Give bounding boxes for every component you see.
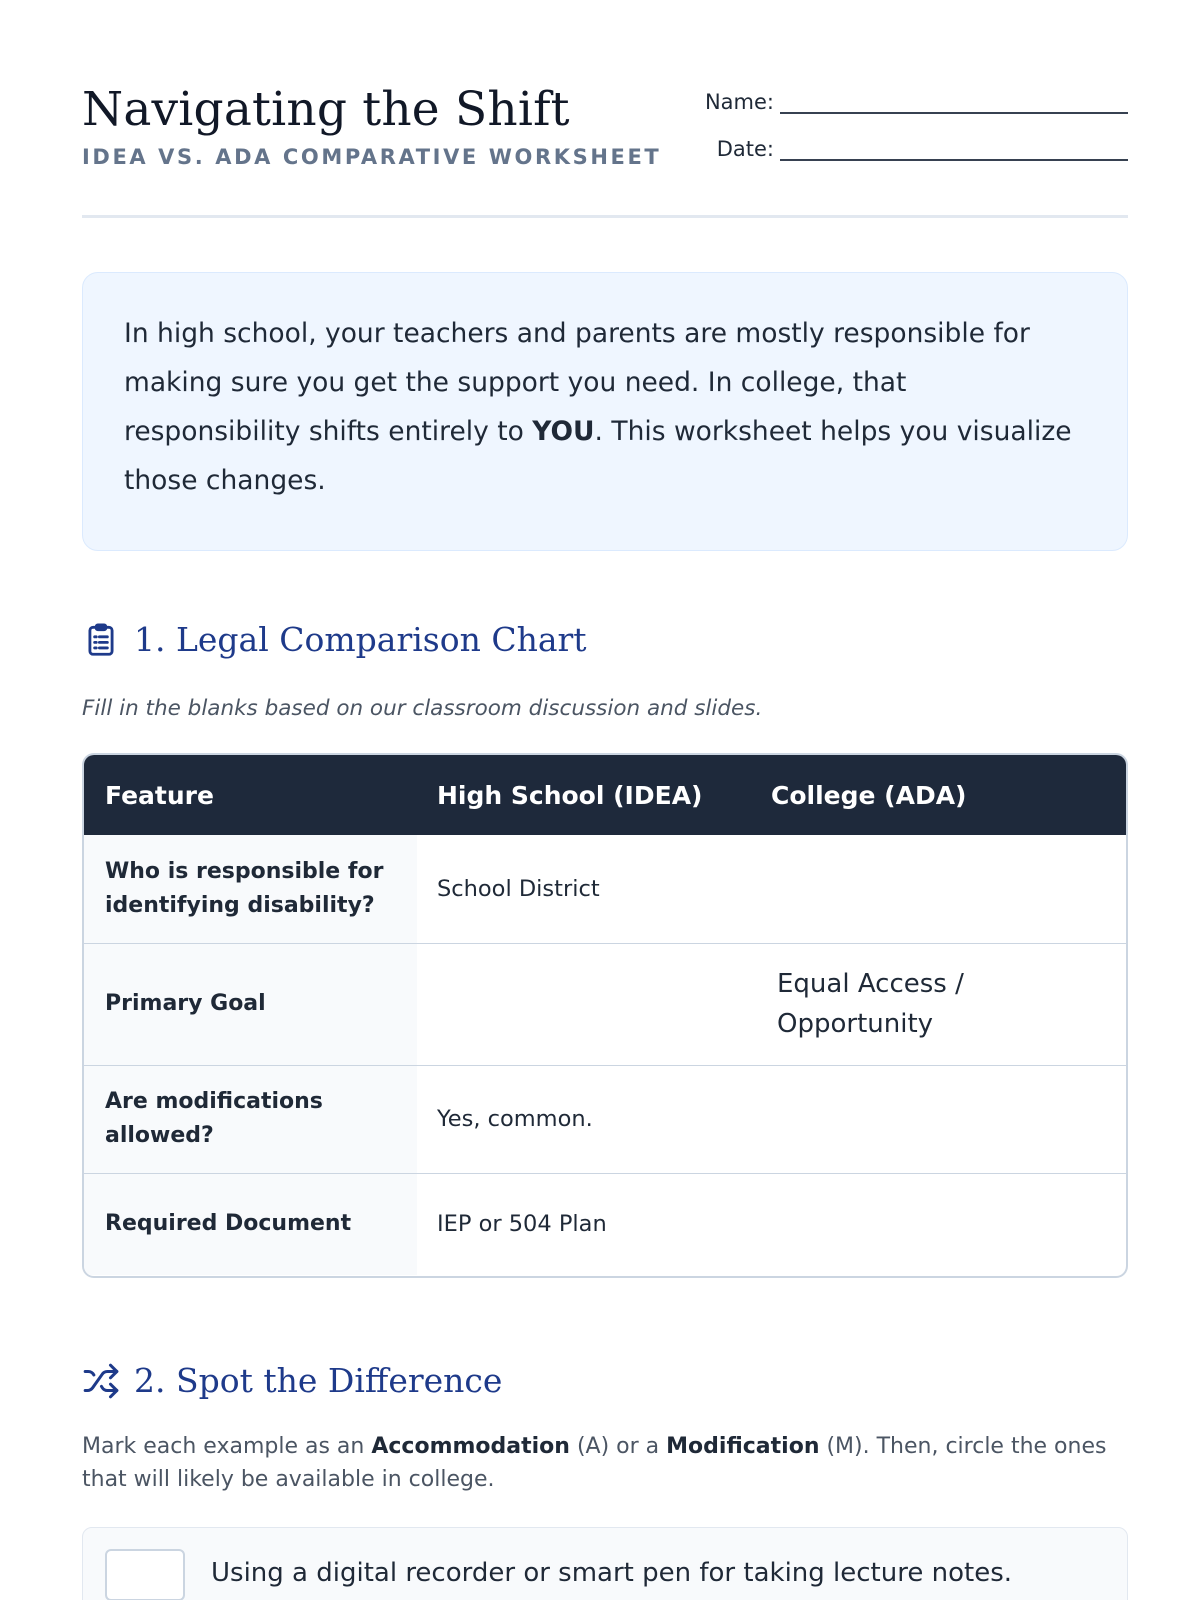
- table-row: [84, 943, 1126, 1065]
- column-header-high-school: High School (IDEA): [437, 780, 703, 810]
- list-item: [82, 1527, 1128, 1600]
- comparison-table: [82, 753, 1128, 1278]
- college-blank-cell[interactable]: [750, 835, 1126, 943]
- instructions-text-2: (A) or a: [569, 1434, 667, 1459]
- name-label: Name:: [704, 90, 774, 114]
- section-2-heading: [82, 1361, 502, 1400]
- name-blank-line[interactable]: [780, 94, 1128, 114]
- date-label: Date:: [716, 137, 774, 161]
- page-title: Navigating the Shift: [82, 82, 570, 137]
- modification-term: Modification: [666, 1434, 820, 1459]
- intro-callout: [82, 272, 1128, 551]
- table-header-row: [84, 755, 1126, 835]
- example-text: Using a digital recorder or smart pen for taking lecture notes.: [211, 1558, 1012, 1588]
- clipboard-list-icon: [82, 621, 120, 659]
- answer-box[interactable]: [105, 1549, 185, 1600]
- column-header-feature: Feature: [105, 780, 214, 810]
- section-2-instructions: [82, 1430, 1128, 1496]
- feature-cell: Primary Goal: [84, 943, 417, 1065]
- feature-cell: Required Document: [84, 1173, 417, 1275]
- intro-text-part1: In high school, your teachers and parents are mostly responsible for making sure you get the support you need. In college, that responsibility shifts entirely to: [124, 318, 1030, 447]
- date-field[interactable]: [717, 137, 1128, 161]
- college-cell: Equal Access / Opportunity: [777, 969, 964, 1039]
- instructions-text-1: Mark each example as an: [82, 1434, 372, 1459]
- accommodation-term: Accommodation: [371, 1434, 570, 1459]
- table-row: [84, 1065, 1126, 1173]
- intro-text-part2: . This worksheet helps you visualize those changes.: [124, 416, 1072, 496]
- page-subtitle: IDEA VS. ADA COMPARATIVE WORKSHEET: [82, 145, 662, 169]
- section-1-heading: [82, 620, 587, 659]
- feature-cell: Who is responsible for identifying disability?: [84, 835, 417, 943]
- instructions-text-3: (M). Then, circle the ones that will likely be available in college.: [82, 1434, 1107, 1492]
- table-row: [84, 1173, 1126, 1275]
- date-blank-line[interactable]: [780, 141, 1128, 161]
- shuffle-icon: [82, 1362, 120, 1400]
- name-field[interactable]: [705, 90, 1128, 114]
- table-row: [84, 835, 1126, 943]
- college-blank-cell[interactable]: [750, 1173, 1126, 1275]
- high-school-cell: IEP or 504 Plan: [437, 1211, 607, 1238]
- feature-cell: Are modifications allowed?: [84, 1065, 417, 1173]
- section-1-title: 1. Legal Comparison Chart: [134, 620, 587, 659]
- intro-emphasis: YOU: [532, 416, 595, 447]
- worksheet-header: [82, 0, 1128, 218]
- high-school-blank-cell[interactable]: [417, 943, 750, 1065]
- high-school-cell: School District: [437, 875, 600, 902]
- worksheet-page: [82, 0, 1128, 1588]
- high-school-cell: Yes, common.: [437, 1106, 593, 1132]
- column-header-college: College (ADA): [771, 780, 967, 810]
- section-2-title: 2. Spot the Difference: [134, 1361, 503, 1400]
- section-1-instructions: Fill in the blanks based on our classroom discussion and slides.: [82, 696, 763, 721]
- college-blank-cell[interactable]: [750, 1065, 1126, 1173]
